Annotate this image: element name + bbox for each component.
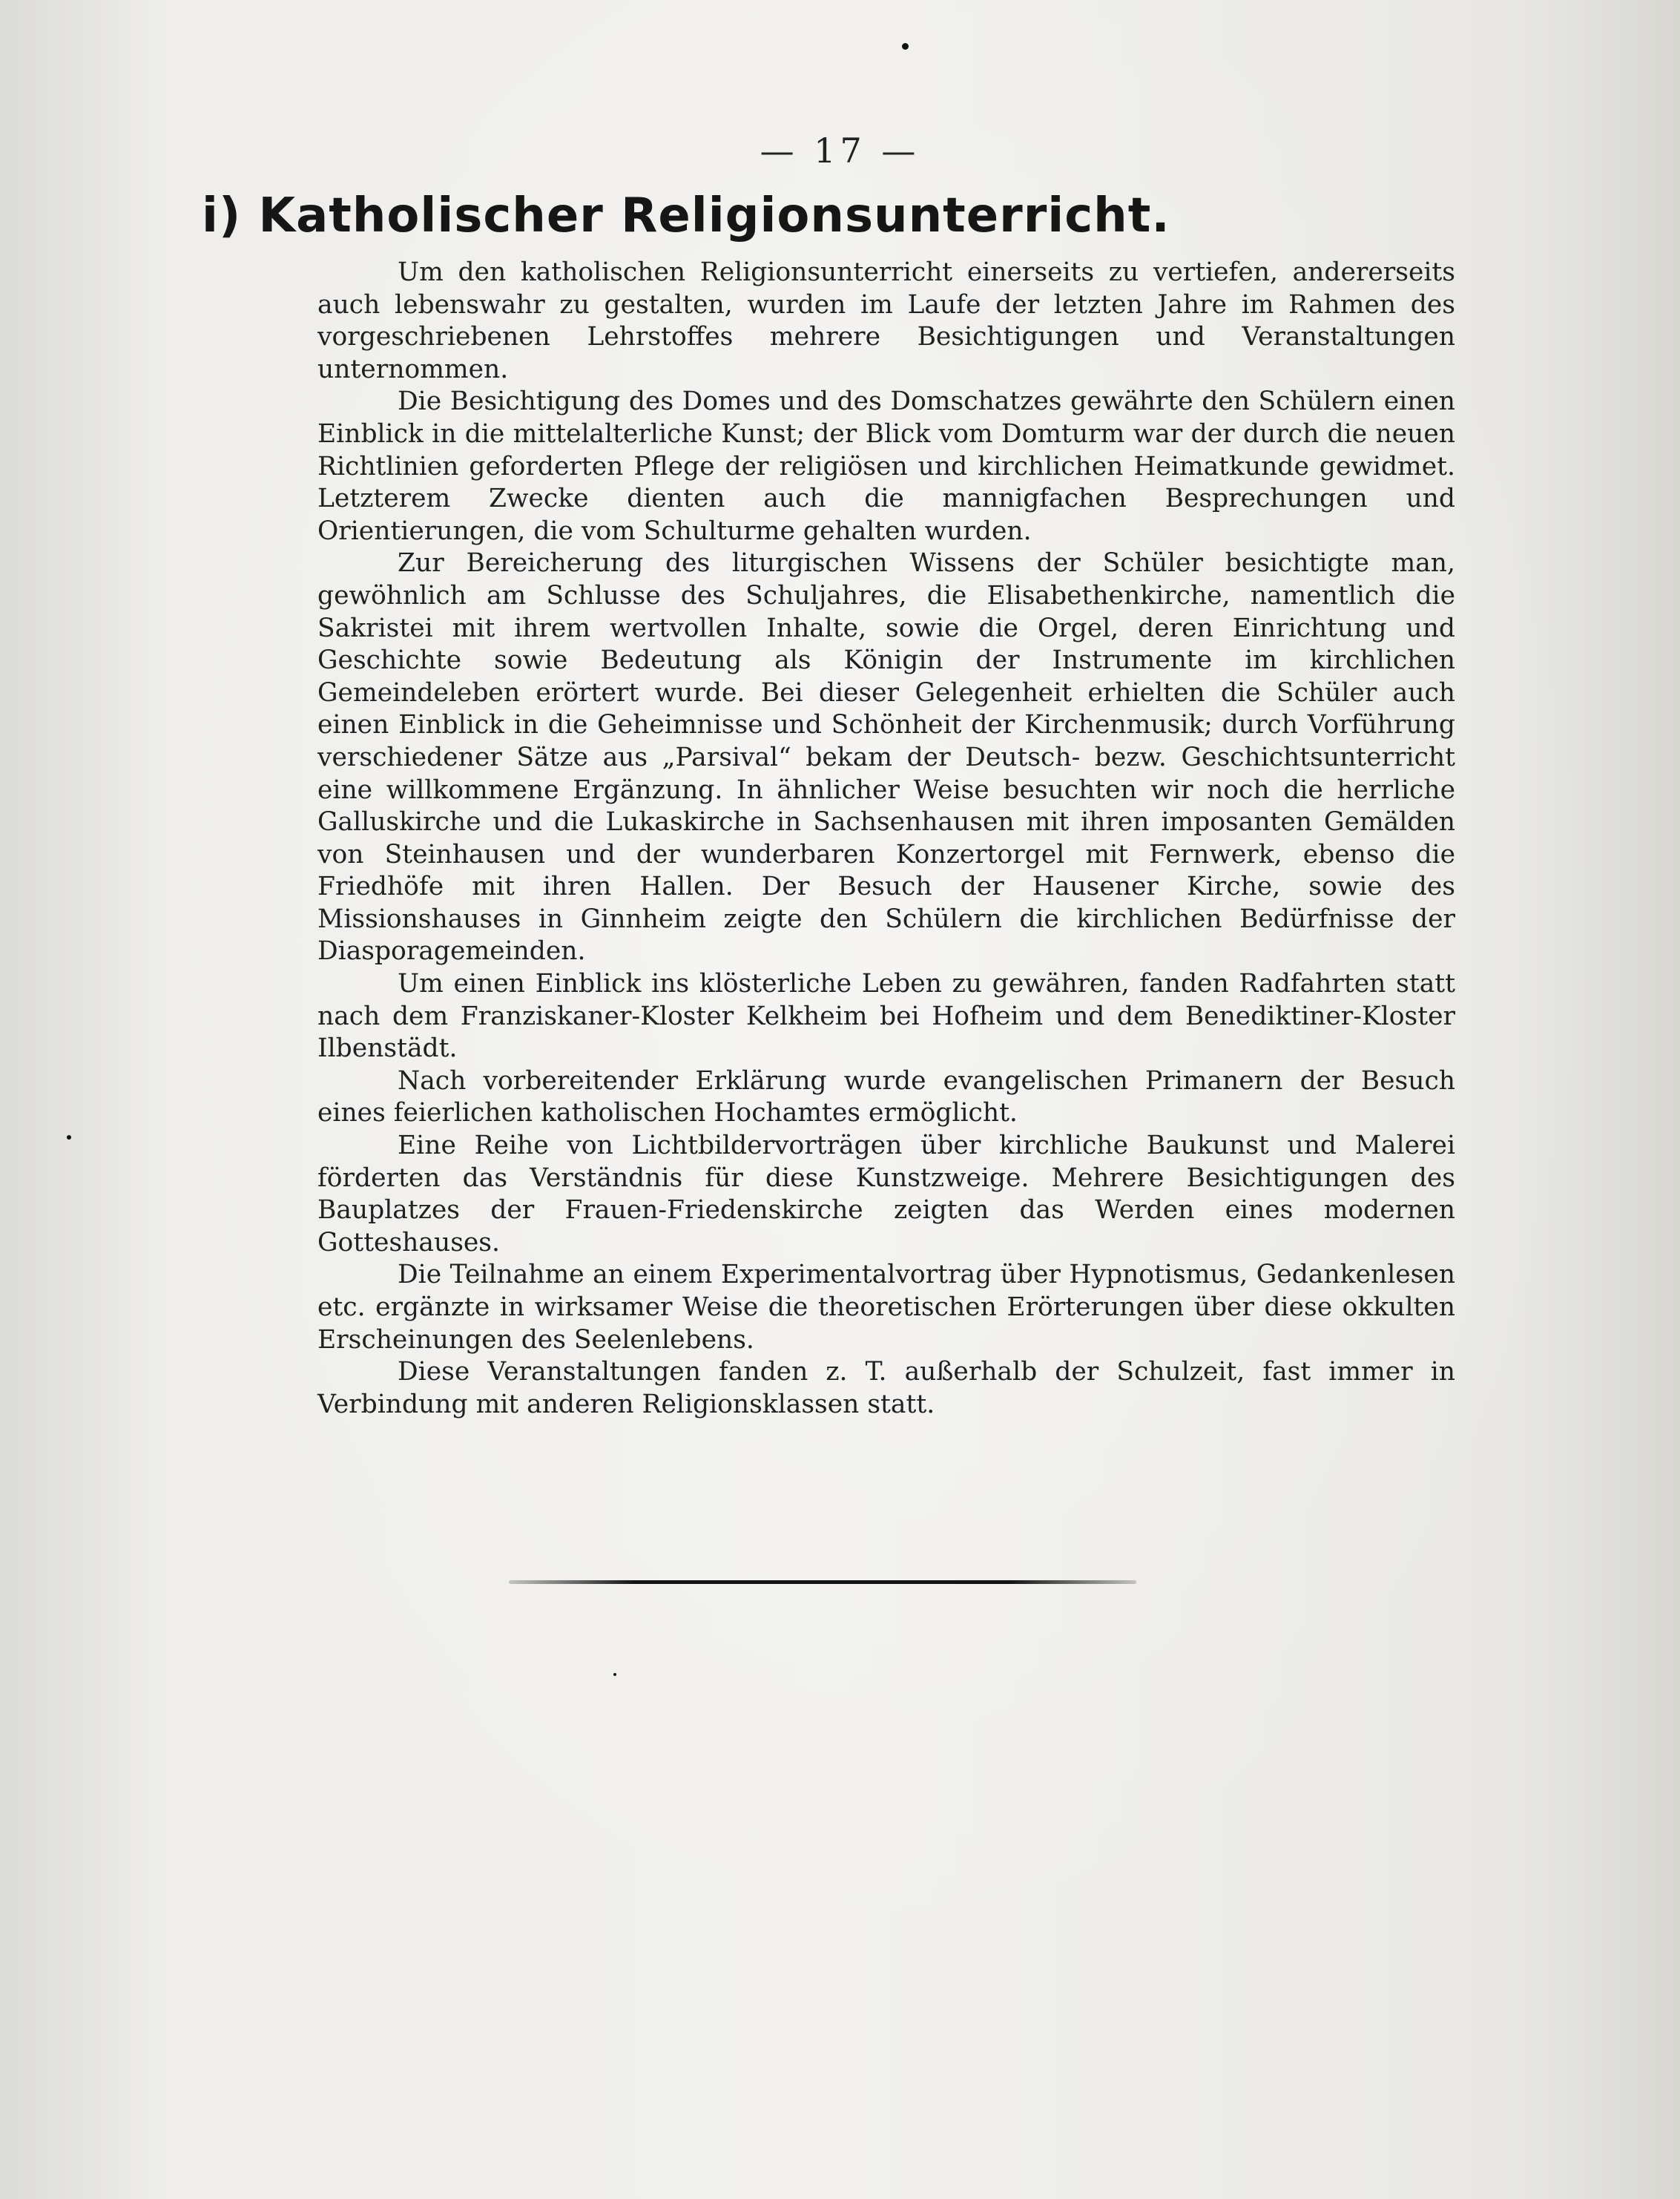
paragraph: Um den katholischen Religionsunterricht einerseits zu vertiefen, andererseits auch lebenswahr zu gestalten, wurden im Laufe der letzten Jahre im Rahmen des vorgeschriebenen Lehrstoffes mehrere Besichtigungen und Veranstaltungen unternommen.	[317, 257, 1455, 384]
paragraph: Diese Veranstaltungen fanden z. T. außerhalb der Schulzeit, fast immer in Verbindung mit anderen Religionsklassen statt.	[317, 1357, 1455, 1419]
section-divider-rule	[509, 1580, 1136, 1584]
page-number: — 17 —	[760, 131, 920, 171]
body-text	[317, 257, 1455, 1421]
paragraph: Zur Bereicherung des liturgischen Wissens der Schüler besichtigte man, gewöhnlich am Schlusse des Schuljahres, die Elisabethenkirche, namentlich die Sakristei mit ihrem wertvollen Inhalte, sowie die Orgel, deren Einrichtung und Geschichte sowie Bedeutung als Königin der Instrumente im kirchlichen Gemeindeleben erörtert wurde. Bei dieser Gelegenheit erhielten die Schüler auch einen Einblick in die Geheimnisse und Schönheit der Kirchenmusik; durch Vorführung verschiedener Sätze aus „Parsival“ bekam der Deutsch- bezw. Geschichtsunterricht eine willkommene Ergänzung. In ähnlicher Weise besuchten wir noch die herrliche Galluskirche und die Lukaskirche in Sachsenhausen mit ihren imposanten Gemälden von Steinhausen und der wunderbaren Konzertorgel mit Fernwerk, ebenso die Friedhöfe mit ihren Hallen. Der Besuch der Hausener Kirche, sowie des Missionshauses in Ginnheim zeigte den Schülern die kirchlichen Bedürfnisse der Diasporagemeinden.	[317, 548, 1455, 967]
paragraph: Um einen Einblick ins klösterliche Leben zu gewähren, fanden Radfahrten statt nach dem Franziskaner-Kloster Kelkheim bei Hofheim und dem Benediktiner-Kloster Ilbenstädt.	[317, 969, 1455, 1064]
paragraph: Eine Reihe von Lichtbildervorträgen über kirchliche Baukunst und Malerei förderten das Verständnis für diese Kunstzweige. Mehrere Besichtigungen des Bauplatzes der Frauen-Friedenskirche zeigten das Werden eines modernen Gotteshauses.	[317, 1131, 1455, 1258]
section-heading: i) Katholischer Religionsunterricht.	[202, 188, 1170, 243]
paragraph: Die Teilnahme an einem Experimentalvortrag über Hypnotismus, Gedankenlesen etc. ergänzte in wirksamer Weise die theoretischen Erörterungen über diese okkulten Erscheinungen des Seelenlebens.	[317, 1260, 1455, 1355]
ink-speck	[613, 1673, 616, 1676]
paragraph: Die Besichtigung des Domes und des Domschatzes gewährte den Schülern einen Einblick in die mittelalterliche Kunst; der Blick vom Domturm war der durch die neuen Richtlinien geforderten Pflege der religiösen und kirchlichen Heimatkunde gewidmet. Letzterem Zwecke dienten auch die mannigfachen Besprechungen und Orientierungen, die vom Schulturme gehalten wurden.	[317, 387, 1455, 546]
paragraph: Nach vorbereitender Erklärung wurde evangelischen Primanern der Besuch eines feierlichen katholischen Hochamtes ermöglicht.	[317, 1065, 1455, 1128]
ink-speck	[902, 43, 909, 50]
ink-speck	[67, 1135, 71, 1140]
